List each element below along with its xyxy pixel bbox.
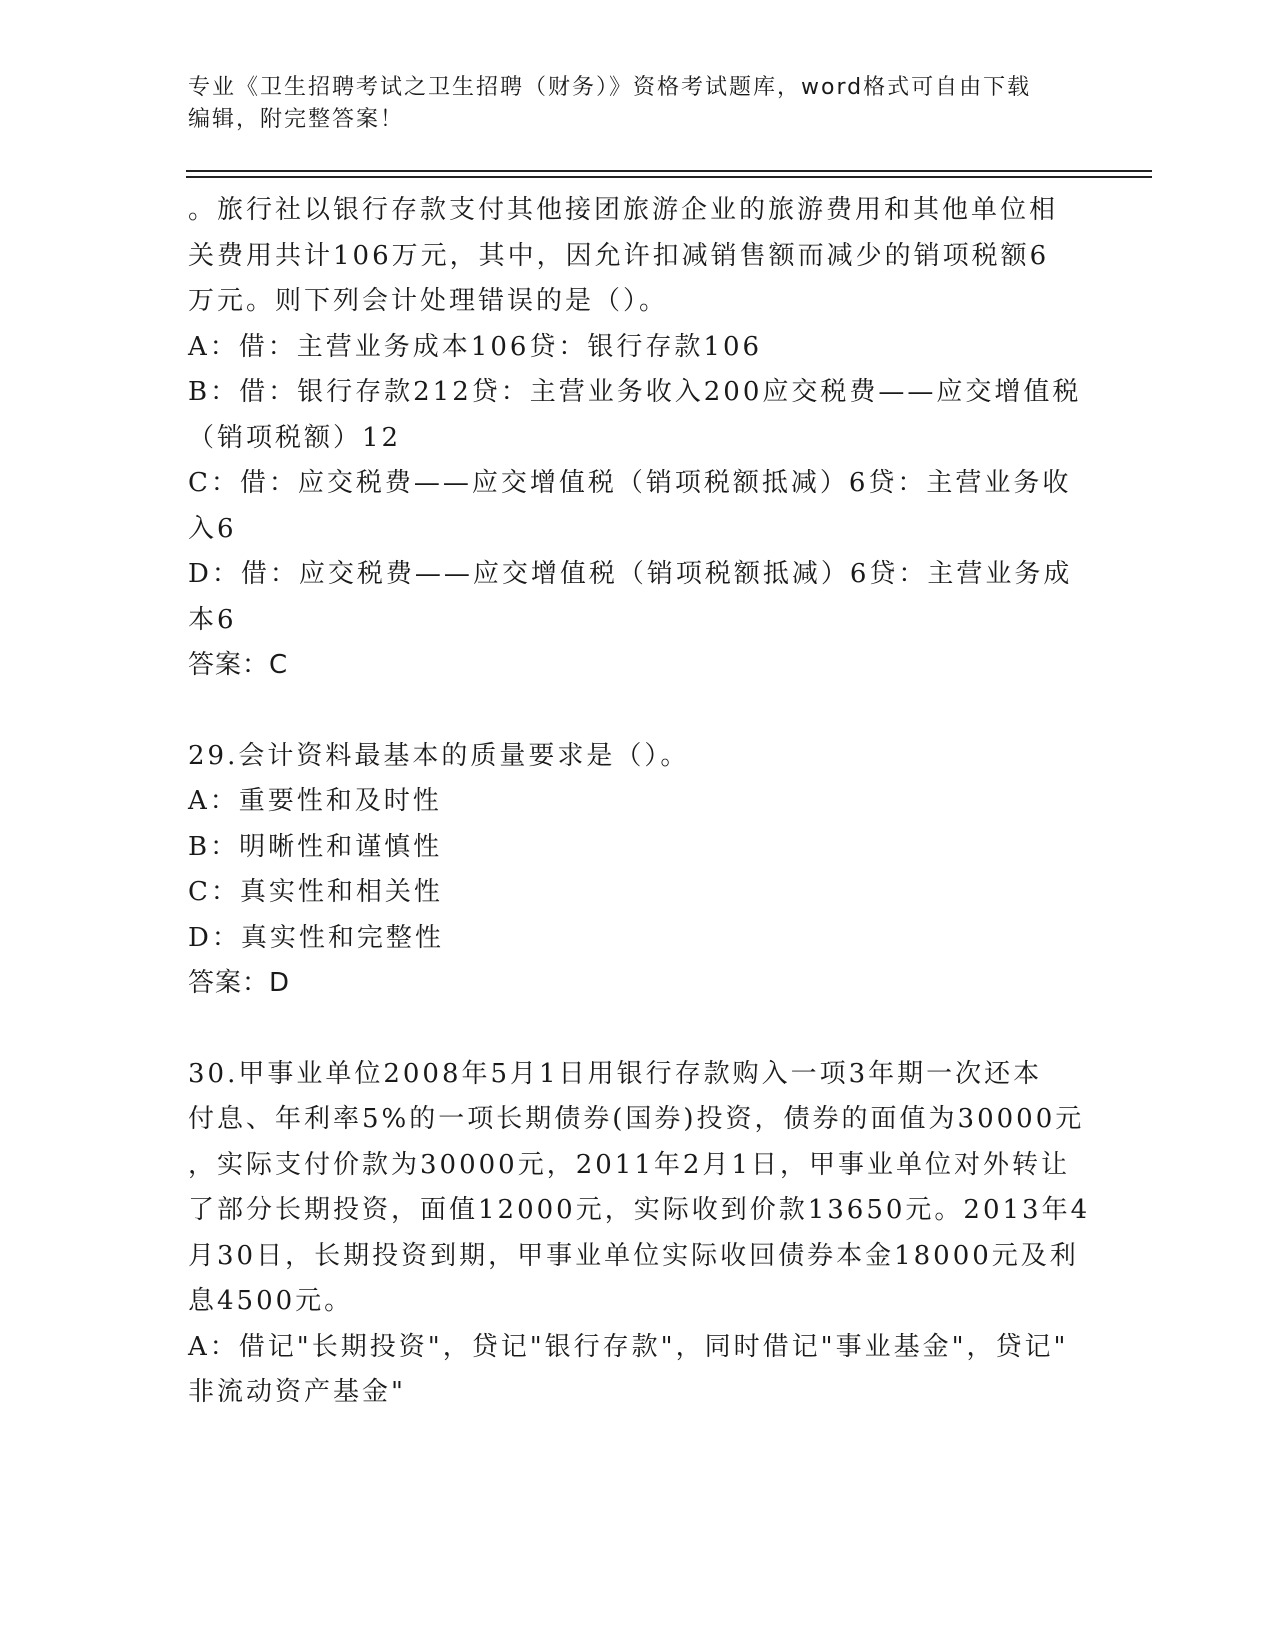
question-list xyxy=(188,188,1091,1416)
option-b: B：明晰性和谨慎性 xyxy=(188,831,443,862)
option-d-cont: 本6 xyxy=(188,604,237,635)
option-c: C：借：应交税费——应交增值税（销项税额抵减）6贷：主营业务收 xyxy=(188,468,1072,498)
option-b-cont: （销项税额）12 xyxy=(188,422,402,453)
question-stem-line: 30.甲事业单位2008年5月1日用银行存款购入一项3年期一次还本 xyxy=(188,1058,1043,1089)
option-a: A：借记"长期投资"，贷记"银行存款"，同时借记"事业基金"，贷记" xyxy=(188,1331,1069,1362)
header-line: 编辑，附完整答案！ xyxy=(188,107,405,132)
page-header xyxy=(188,72,1068,136)
question-28 xyxy=(188,188,1082,689)
question-stem-line: 关费用共计106万元，其中，因允许扣减销售额而减少的销项税额6 xyxy=(188,240,1050,271)
option-b: B：借：银行存款212贷：主营业务收入200应交税费——应交增值税 xyxy=(188,377,1082,407)
question-stem-line: 了部分长期投资，面值12000元，实际收到价款13650元。2013年4 xyxy=(188,1195,1091,1225)
question-stem-line: 万元。则下列会计处理错误的是（）。 xyxy=(188,286,669,316)
question-stem-line: 月30日，长期投资到期，甲事业单位实际收回债券本金18000元及利 xyxy=(188,1240,1079,1271)
option-a-cont: 非流动资产基金" xyxy=(188,1377,406,1407)
option-d: D：借：应交税费——应交增值税（销项税额抵减）6贷：主营业务成 xyxy=(188,559,1073,589)
question-30 xyxy=(188,1052,1091,1416)
question-stem-line: 息4500元。 xyxy=(188,1286,354,1316)
question-stem-line: 29.会计资料最基本的质量要求是（）。 xyxy=(188,740,690,771)
answer-label: 答案：D xyxy=(188,968,291,998)
option-d: D：真实性和完整性 xyxy=(188,922,444,953)
option-c: C：真实性和相关性 xyxy=(188,877,443,907)
question-29 xyxy=(188,734,1078,1007)
option-a: A：借：主营业务成本106贷：银行存款106 xyxy=(188,331,763,362)
question-stem-line: 。旅行社以银行存款支付其他接团旅游企业的旅游费用和其他单位相 xyxy=(188,195,1059,225)
option-a: A：重要性和及时性 xyxy=(188,786,442,816)
header-rule xyxy=(186,170,1152,172)
answer-label: 答案：C xyxy=(188,650,289,680)
option-c-cont: 入6 xyxy=(188,513,237,544)
header-rule xyxy=(186,176,1152,178)
question-stem-line: ，实际支付价款为30000元，2011年2月1日，甲事业单位对外转让 xyxy=(188,1149,1070,1180)
header-line: 专业《卫生招聘考试之卫生招聘（财务）》资格考试题库，word格式可自由下载 xyxy=(188,75,1032,100)
question-stem-line: 付息、年利率5%的一项长期债券(国券)投资，债券的面值为30000元 xyxy=(188,1104,1085,1134)
